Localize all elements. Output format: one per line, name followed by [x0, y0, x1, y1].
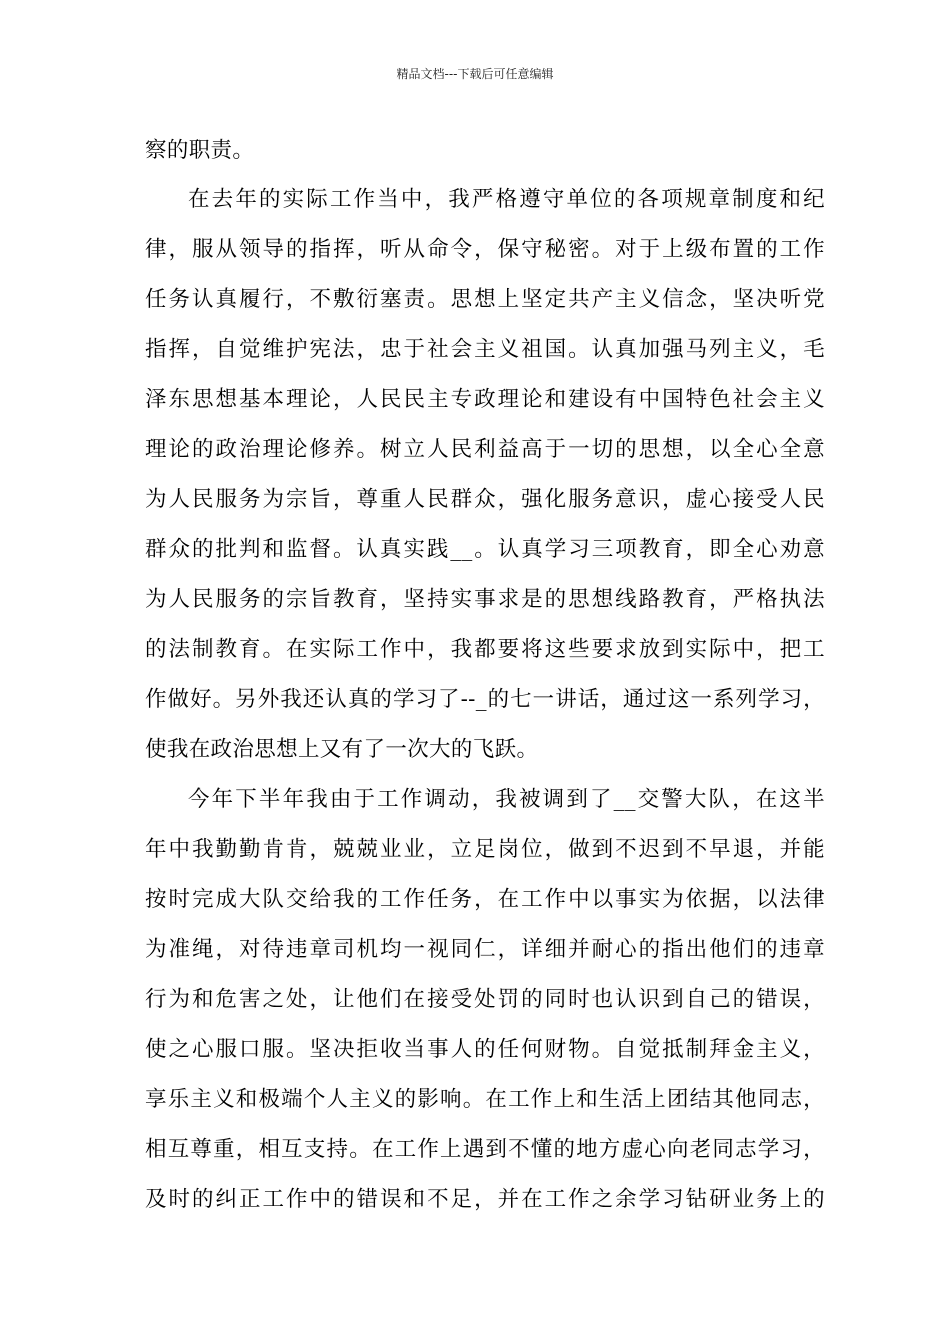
text-line: 任务认真履行，不敷衍塞责。思想上坚定共产主义信念，坚决听党	[145, 287, 825, 312]
paragraph-first-line: 今年下半年我由于工作调动，我被调到了__交警大队，在这半	[188, 787, 825, 812]
page-header: 精品文档---下载后可任意编辑	[396, 67, 554, 81]
text-line: 为人民服务为宗旨，尊重人民群众，强化服务意识，虚心接受人民	[145, 487, 825, 512]
text-line: 为准绳，对待违章司机均一视同仁，详细并耐心的指出他们的违章	[145, 937, 825, 962]
text-line: 按时完成大队交给我的工作任务，在工作中以事实为依据，以法律	[145, 887, 825, 912]
text-line: 享乐主义和极端个人主义的影响。在工作上和生活上团结其他同志，	[145, 1087, 825, 1112]
text-line: 作做好。另外我还认真的学习了--_的七一讲话，通过这一系列学习，	[145, 687, 825, 712]
text-line: 使之心服口服。坚决拒收当事人的任何财物。自觉抵制拜金主义，	[145, 1037, 825, 1062]
text-line: 及时的纠正工作中的错误和不足，并在工作之余学习钻研业务上的	[145, 1187, 825, 1212]
text-line: 行为和危害之处，让他们在接受处罚的同时也认识到自己的错误，	[145, 987, 825, 1012]
paragraph-first-line: 在去年的实际工作当中，我严格遵守单位的各项规章制度和纪	[188, 187, 825, 212]
text-line: 律，服从领导的指挥，听从命令，保守秘密。对于上级布置的工作	[145, 237, 825, 262]
text-line: 指挥，自觉维护宪法，忠于社会主义祖国。认真加强马列主义，毛	[145, 337, 825, 362]
text-line: 泽东思想基本理论，人民民主专政理论和建设有中国特色社会主义	[145, 387, 825, 412]
text-line: 使我在政治思想上又有了一次大的飞跃。	[145, 737, 539, 762]
text-line: 理论的政治理论修养。树立人民利益高于一切的思想，以全心全意	[145, 437, 825, 462]
text-line: 年中我勤勤肯肯，兢兢业业，立足岗位，做到不迟到不早退，并能	[145, 837, 825, 862]
text-line: 察的职责。	[145, 138, 255, 163]
text-line: 相互尊重，相互支持。在工作上遇到不懂的地方虚心向老同志学习，	[145, 1137, 825, 1162]
text-line: 为人民服务的宗旨教育，坚持实事求是的思想线路教育，严格执法	[145, 587, 825, 612]
text-line: 群众的批判和监督。认真实践__。认真学习三项教育，即全心劝意	[145, 537, 825, 562]
text-line: 的法制教育。在实际工作中，我都要将这些要求放到实际中，把工	[145, 637, 825, 662]
